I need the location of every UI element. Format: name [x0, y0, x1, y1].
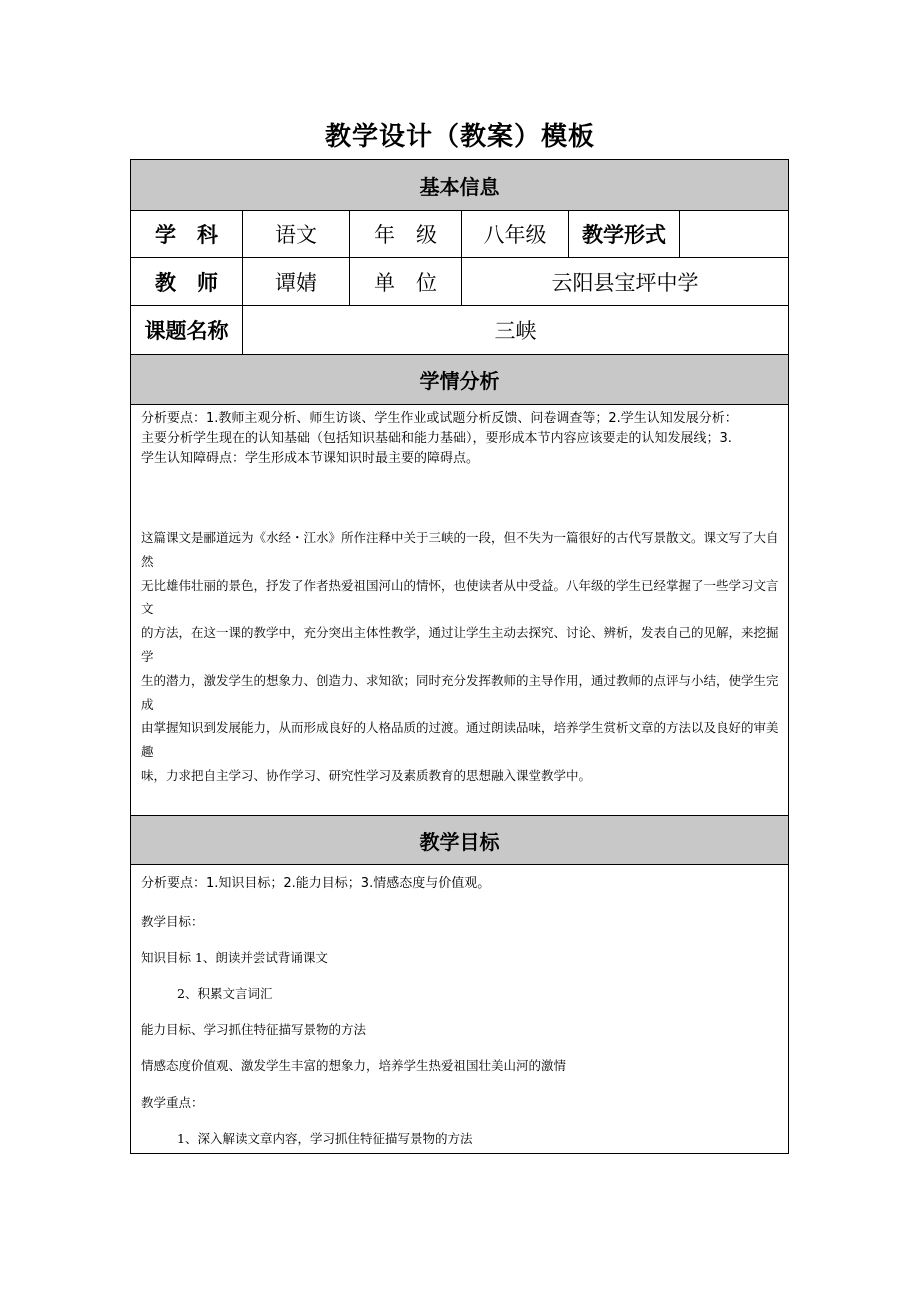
analysis-hint-line: 分析要点：1.教师主观分析、师生访谈、学生作业或试题分析反馈、问卷调查等；2.学生认知发展分析： [141, 411, 738, 426]
teacher-value: 谭婧 [275, 270, 317, 295]
objectives-hint: 分析要点：1.知识目标；2.能力目标；3.情感态度与价值观。 [141, 876, 491, 891]
section-header-analysis: 学情分析 [131, 355, 788, 404]
unit-value: 云阳县宝坪中学 [551, 270, 699, 295]
analysis-body-line: 无比雄伟壮丽的景色，抒发了作者热爱祖国河山的情怀，也使读者从中受益。八年级的学生已经掌握了一些学习文言文 [141, 577, 779, 617]
subject-label: 学 科 [155, 223, 218, 247]
analysis-hint [141, 409, 786, 469]
lesson-plan-table [130, 159, 789, 1154]
page-title: 教学设计（教案）模板 [324, 122, 595, 152]
objectives-line: 知识目标 1、朗读并尝试背诵课文 [141, 950, 328, 965]
subject-value: 语文 [275, 223, 317, 247]
objectives-line: 教学目标： [141, 914, 204, 929]
unit-label: 单 位 [374, 270, 437, 295]
objectives-line: 情感态度价值观、激发学生丰富的想象力，培养学生热爱祖国壮美山河的激情 [141, 1058, 567, 1073]
section-header-objectives: 教学目标 [131, 816, 788, 864]
grade-label: 年 级 [374, 223, 437, 247]
grade-value: 八年级 [483, 223, 547, 247]
topic-value: 三峡 [494, 319, 537, 343]
analysis-body-line: 这篇课文是郦道远为《水经・江水》所作注释中关于三峡的一段，但不失为一篇很好的古代写景散文。课文写了大自然 [141, 530, 779, 569]
analysis-hint-line: 学生认知障碍点：学生形成本节课知识时最主要的障碍点。 [141, 451, 480, 466]
analysis-body-line: 由掌握知识到发展能力，从而形成良好的人格品质的过渡。通过朗读品味，培养学生赏析文章的方法以及良好的审美趣 [141, 720, 779, 760]
objectives-line: 教学重点： [141, 1095, 204, 1110]
analysis-hint-line: 主要分析学生现在的认知基础（包括知识基础和能力基础），要形成本节内容应该要走的认知发展线；3. [141, 431, 732, 446]
objectives-line: 能力目标、学习抓住特征描写景物的方法 [141, 1022, 367, 1037]
analysis-body-line: 味，力求把自主学习、协作学习、研究性学习及素质教育的思想融入课堂教学中。 [141, 767, 592, 783]
topic-label: 课题名称 [144, 319, 229, 343]
teaching-form-value [680, 211, 788, 257]
analysis-body-line: 的方法，在这一课的教学中，充分突出主体性教学，通过让学生主动去探究、讨论、辨析，发表自己的见解，来挖掘学 [141, 625, 779, 664]
objectives-line: 1、深入解读文章内容，学习抓住特征描写景物的方法 [177, 1131, 473, 1146]
objectives-line: 2、积累文言词汇 [177, 986, 273, 1001]
teacher-label: 教 师 [155, 270, 218, 295]
teaching-form-label: 教学形式 [582, 223, 666, 247]
analysis-body-line: 生的潜力，激发学生的想象力、创造力、求知欲；同时充分发挥教师的主导作用，通过教师的点评与小结，使学生完成 [141, 672, 779, 712]
section-header-basic-info: 基本信息 [131, 160, 788, 210]
analysis-body [141, 526, 786, 788]
